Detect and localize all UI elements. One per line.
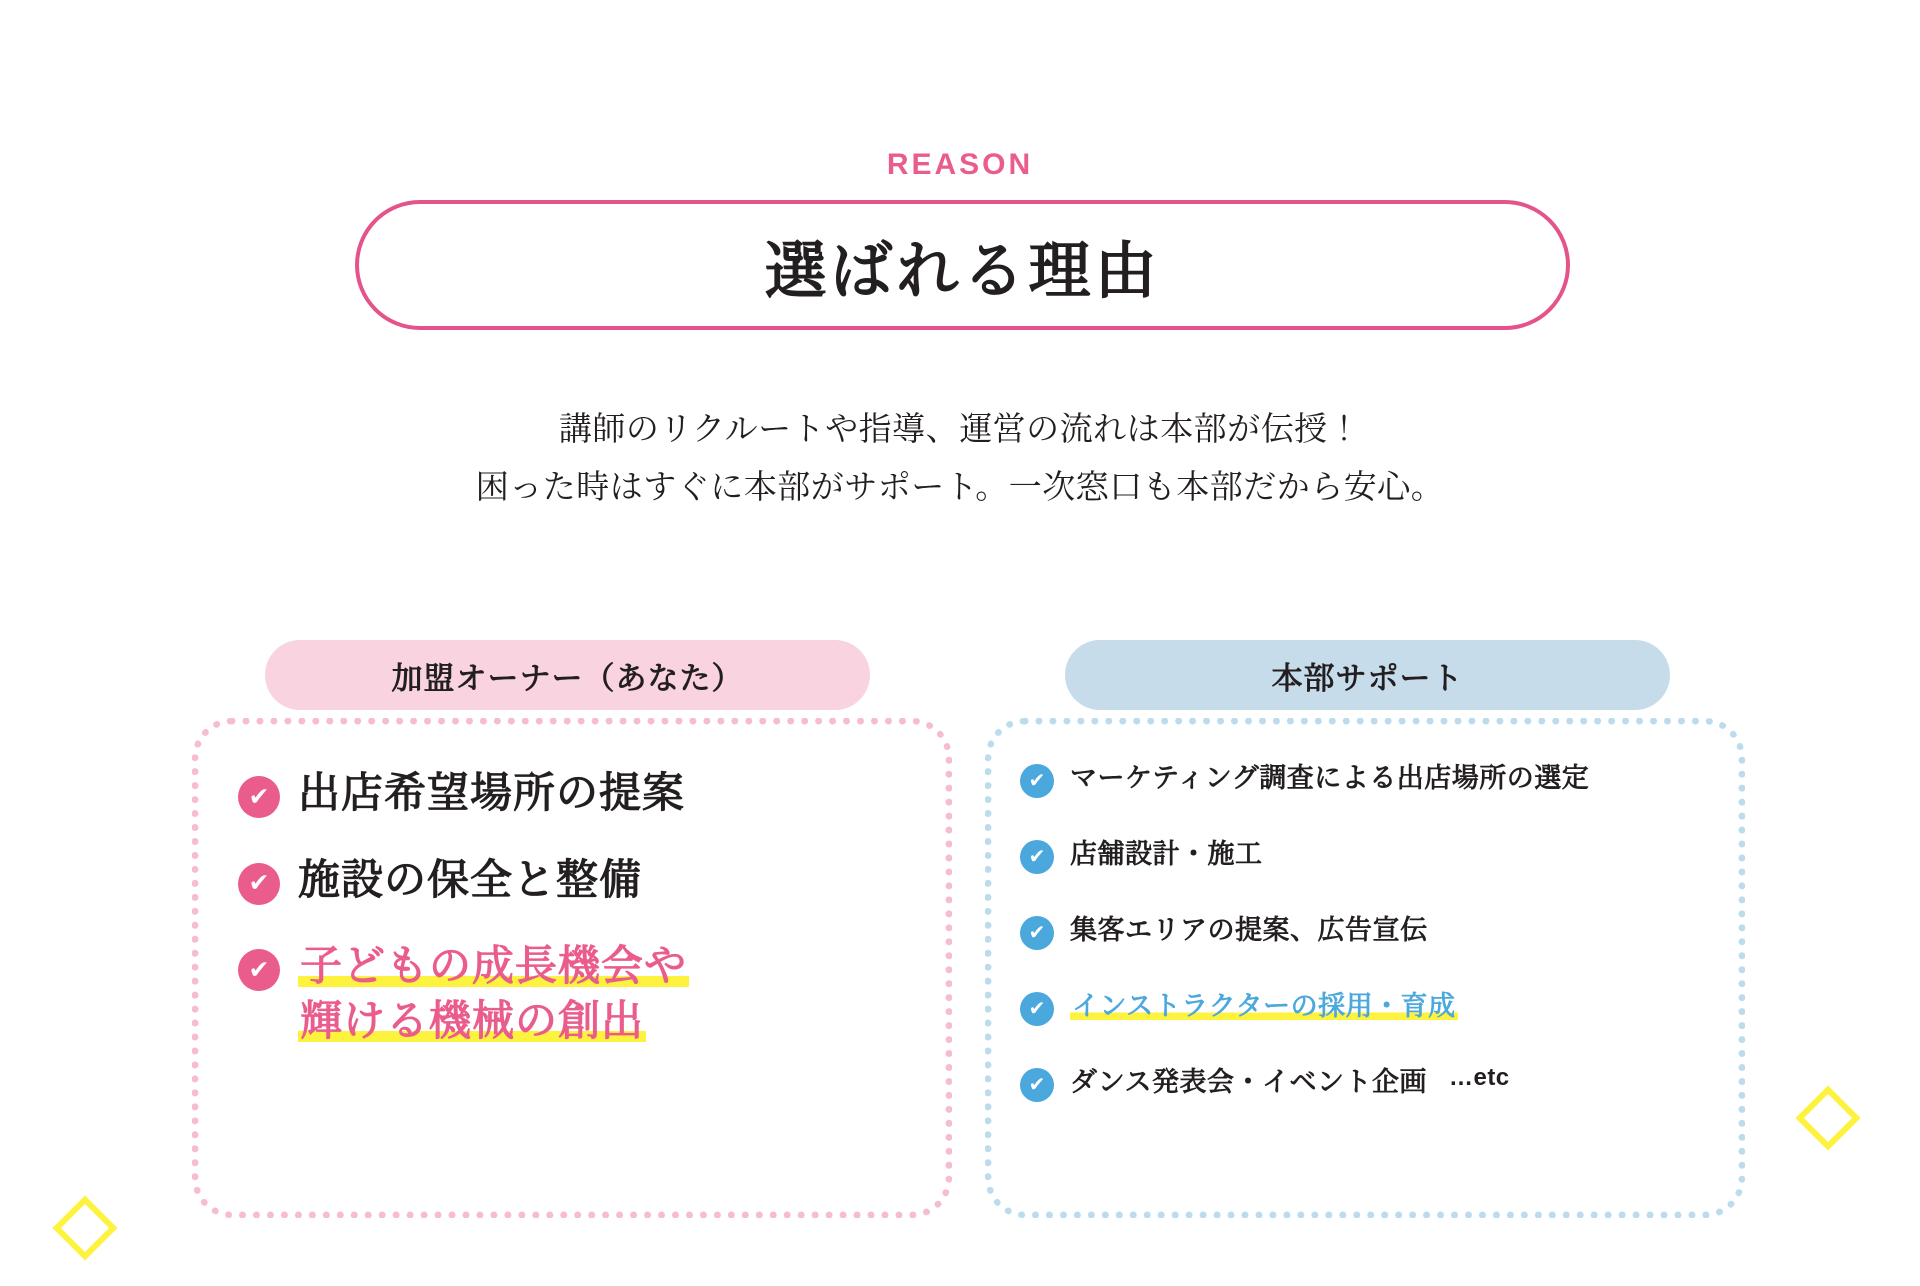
list-item bbox=[1020, 836, 1720, 874]
list-item-label-line2: 輝ける機械の創出 bbox=[300, 996, 645, 1044]
panel-headquarters-list bbox=[1020, 760, 1720, 1140]
check-icon: ✔ bbox=[1020, 992, 1054, 1026]
list-item-suffix: …etc bbox=[1448, 1064, 1510, 1091]
panel-owner-list bbox=[238, 766, 918, 1080]
check-icon: ✔ bbox=[1020, 840, 1054, 874]
list-item-label: 出店希望場所の提案 bbox=[298, 769, 686, 816]
list-item-label bbox=[1070, 988, 1458, 1024]
check-icon: ✔ bbox=[1020, 1068, 1054, 1102]
list-item-label: マーケティング調査による出店場所の選定 bbox=[1070, 763, 1590, 793]
check-icon: ✔ bbox=[1020, 916, 1054, 950]
section-eyebrow: REASON bbox=[886, 148, 1034, 181]
section-lead bbox=[0, 400, 1920, 516]
list-item bbox=[1020, 912, 1720, 950]
list-item bbox=[238, 853, 918, 908]
list-item-label: 施設の保全と整備 bbox=[298, 855, 643, 903]
check-icon: ✔ bbox=[238, 776, 280, 818]
list-item-label-line1: 子どもの成長機会や bbox=[300, 942, 688, 990]
list-item bbox=[1020, 760, 1720, 798]
diamond-decoration-icon bbox=[1795, 1085, 1860, 1150]
panel-headquarters-tag: 本部サポート bbox=[1065, 640, 1670, 710]
check-icon: ✔ bbox=[1020, 764, 1054, 798]
list-item bbox=[238, 766, 918, 821]
panel-owner-tag: 加盟オーナー（あなた） bbox=[265, 640, 870, 710]
lead-line-2: 困った時はすぐに本部がサポート。一次窓口も本部だから安心。 bbox=[475, 467, 1445, 505]
list-item-label: ダンス発表会・イベント企画 bbox=[1070, 1067, 1427, 1097]
list-item bbox=[1020, 1064, 1720, 1102]
list-item-highlighted bbox=[1020, 988, 1720, 1026]
list-item-highlighted bbox=[238, 939, 918, 1048]
list-item-label: 店舗設計・施工 bbox=[1070, 839, 1263, 869]
section-title-pill bbox=[355, 200, 1570, 330]
list-item-label: 集客エリアの提案、広告宣伝 bbox=[1070, 915, 1428, 945]
page-title: 選ばれる理由 bbox=[764, 236, 1161, 306]
list-item-label bbox=[298, 939, 689, 1048]
diamond-decoration-icon bbox=[52, 1195, 117, 1260]
list-item-label-text: インストラクターの採用・育成 bbox=[1072, 991, 1456, 1021]
check-icon: ✔ bbox=[238, 863, 280, 905]
lead-line-1: 講師のリクルートや指導、運営の流れは本部が伝授！ bbox=[558, 410, 1362, 447]
check-icon: ✔ bbox=[238, 949, 280, 991]
